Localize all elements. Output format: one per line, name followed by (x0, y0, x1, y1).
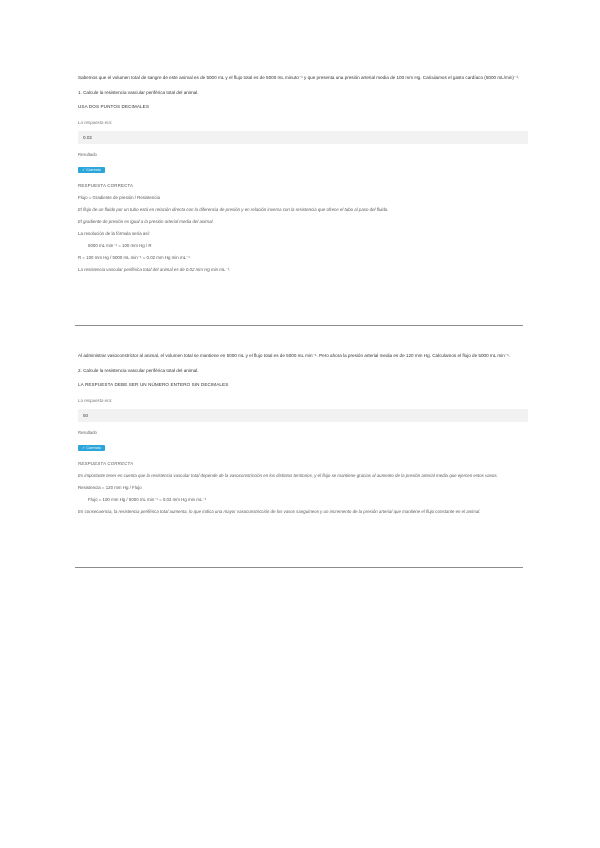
answer-instruction: LA RESPUESTA DEBE SER UN NÚMERO ENTERO SIN DECIMALES (78, 382, 229, 387)
section-divider (75, 567, 523, 568)
formula-line: Resistencia = 120 mm Hg / Flujo (78, 485, 142, 490)
explanation-text: El gradiente de presión es igual a la presión arterial media del animal. (78, 219, 214, 224)
explanation-text: En consecuencia, la resistencia periférica total aumenta, lo que indica una mayor vasoconstricción de los vasos sanguíneos y un incremento de la presión arterial que mantiene el flujo constante en el animal. (78, 509, 481, 514)
answer-field: 50 (78, 409, 528, 422)
question-prompt: 1. Calcule la resistencia vascular periférica total del animal. (78, 90, 199, 95)
calculation-step: R = 100 mm Hg / 5000 mL min⁻¹ = 0.02 mm Hg min mL⁻¹ (78, 255, 190, 260)
section-divider (75, 325, 523, 326)
question-1-block (78, 74, 528, 273)
calculation-step: 5000 mL min⁻¹ = 100 mm Hg / R (88, 243, 152, 248)
conclusion-text: La resistencia vascular periférica total del animal es de 0.02 mm Hg min mL⁻¹. (78, 267, 231, 272)
answer-field: 0.02 (78, 131, 528, 144)
formula-title: Flujo = Gradiente de presión / Resistencia (78, 195, 160, 200)
resolution-label: La resolución de la fórmula sería así: (78, 231, 150, 236)
explanation-text: Es importante tener en cuenta que la resistencia vascular total depende de la vasoconstricción en los distintos territorios, y el flujo se mantiene gracias al aumento de la presión arterial media que ejercen estos vasos. (78, 473, 498, 478)
correct-badge: ✓ Correcto (78, 167, 105, 173)
question-2-block (78, 352, 528, 515)
explanation-text: El flujo de un fluido por un tubo está en relación directa con la diferencia de presión y en relación inversa con la resistencia que ofrece el tubo al paso del fluido. (78, 207, 389, 212)
response-label: La respuesta era: (78, 398, 113, 403)
question-statement: Sabemos que el volumen total de sangre de este animal es de 5000 mL y el flujo total es de 5000 mL minuto⁻¹ y que presenta una presión arterial media de 100 mm Hg. Calculamos el gasto cardíaco (5000 mL/min)⁻¹. (78, 75, 520, 80)
response-label: La respuesta era: (78, 120, 113, 125)
correct-answer-heading: RESPUESTA CORRECTA (78, 183, 134, 188)
correct-answer-heading: RESPUESTA CORRECTA (78, 461, 134, 466)
result-label: Resultado (78, 430, 97, 435)
question-statement: Al administrar vasoconstrictor al animal, el volumen total se mantiene en 5000 mL y el flujo total es de 5000 mL min⁻¹. Pero ahora la presión arterial media es de 120 mm Hg. Calculamos el flujo de 5000 mL min⁻¹. (78, 353, 511, 358)
correct-badge: ✓ Correcto (78, 445, 105, 451)
question-prompt: 2. Calcule la resistencia vascular periférica total del animal. (78, 368, 199, 373)
answer-instruction: USA DOS PUNTOS DECIMALES (78, 104, 149, 109)
result-label: Resultado (78, 152, 97, 157)
calculation-step: Flujo = 100 mm Hg / 5000 mL min⁻¹ = 0.02 mm Hg min mL⁻¹ (88, 497, 207, 502)
